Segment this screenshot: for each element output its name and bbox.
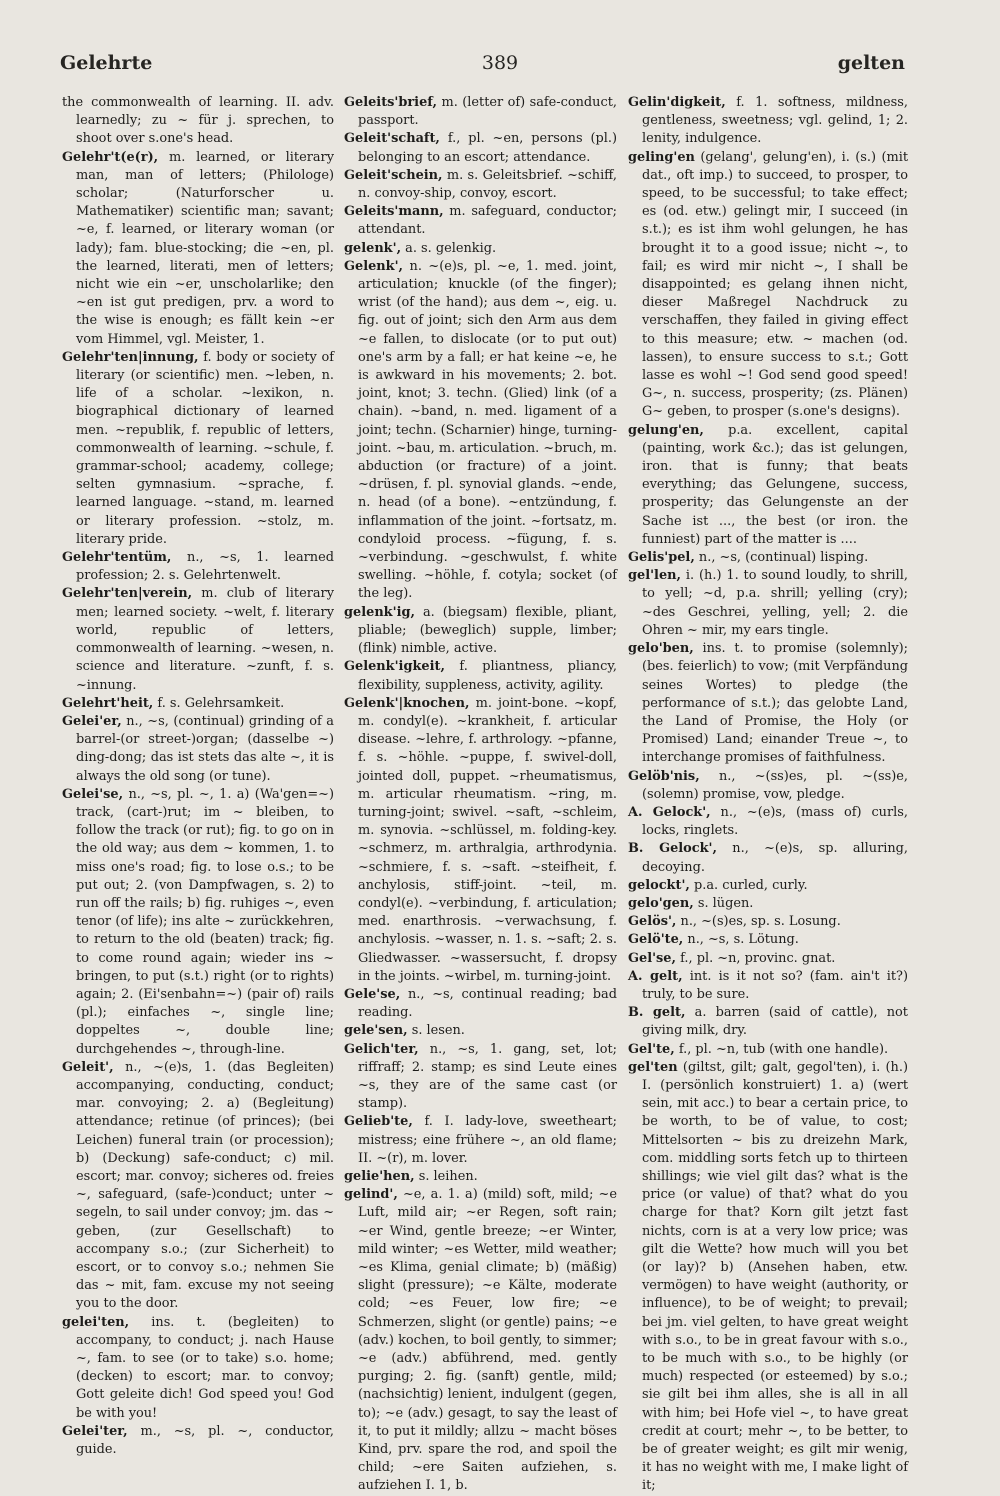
dictionary-entry [344,167,617,203]
running-head-left: Gelehrte [60,52,153,74]
entry-text: n., ~(s)es, sp. s. Losung. [680,914,841,930]
running-head-right: gelten [837,52,905,74]
headword: Gelenk', [344,258,404,274]
dictionary-entry [344,1168,617,1186]
dictionary-entry [62,549,334,585]
entry-text: m., ~s, pl. ~, conductor, guide. [76,1423,334,1458]
entry-text: (giltst, gilt; galt, gegol'ten), i. (h.) I. (persönlich konstruiert) 1. a) (wert sein, mit acc.) to bear a certain price, to be worth, to be of value, to cost; Mittelsorten ~ bis zu dreizehn Mark, com. middling sorts fetch up to thirteen shillings; wie viel gilt das? what is the price (or value) of that? what do you charge for that? Korn gilt jetzt fast nichts, corn is at a very low price; was gilt die Wette? how much will you bet (or lay)? b) (Ansehen haben, etw. vermögen) to have weight (authority, or influence), to be of weight; to prevail; bei jm. viel gelten, to have great weight with s.o., to be in great favour with s.o., to be much with s.o., to be highly (or much) respected (or esteemed) by s.o.; sie gilt bei ihm alles, she is all in all with him; bei Hofe viel ~, to have great credit at court; mehr ~, to be better, to be of greater weight; es gilt mir wenig, it has no weight with me, I make light of it; [642,1059,908,1494]
headword: gelo'ben, [628,641,694,657]
entry-text: f. body or society of literary (or scientific) men. ~leben, n. life of a scholar. ~lexikon, n. biographical dictionary of learned men. ~republik, f. republic of letters, commonwealth of learning. ~schule, f. grammar-school; academy, college; selten gymnasium. ~sprache, f. learned language. ~stand, m. learned or literary profession. ~stolz, m. literary pride. [76,349,334,547]
dictionary-entry [628,877,908,895]
headword: B. Gelock', [628,841,717,857]
headword: Geleit'schaft, [344,131,440,147]
headword: Geleits'brief, [344,95,438,110]
entry-text: ins. t. to promise (solemnly); (bes. feierlich) to vow; (mit Verpfändung seines Wortes) to pledge (the performance of s.t.); das gelobte Land, the Land of Promise, the Holy (or Promised) Land; einander Treue ~, to interchange promises of faithfulness. [642,641,908,766]
entry-text: m. safeguard, conductor; attendant. [358,204,617,238]
dictionary-entry [344,986,617,1022]
entry-text: n., ~(ss)es, pl. ~(ss)e, (solemn) promise, vow, pledge. [642,768,908,802]
dictionary-entry [62,349,334,549]
entry-text: f. pliantness, pliancy, flexibility, suppleness, activity, agility. [358,659,617,693]
headword: Gelehr't(e(r), [62,149,159,165]
headword: A. gelt, [628,968,683,984]
dictionary-entry [344,258,617,604]
headword: gelind', [344,1187,398,1203]
dictionary-entry [344,658,617,694]
entry-text: n., ~s, 1. gang, set, lot; riffraff; 2. stamp; es sind Leute eines ~s, they are of the same cast (or stamp). [358,1041,617,1112]
entry-text: int. is it not so? (fam. ain't it?) truly, to be sure. [642,968,908,1002]
entry-text: m. (letter of) safe-conduct, passport. [358,95,617,129]
entry-text: f. 1. softness, mildness, gentleness, sweetness; vgl. gelind, 1; 2. lenity, indulgence. [642,95,908,147]
headword: Gelei'ter, [62,1423,128,1439]
dictionary-entry [628,1059,908,1496]
entry-text: p.a. curled, curly. [694,877,808,893]
dictionary-entry [344,94,617,130]
entry-text: (gelang', gelung'en), i. (s.) (mit dat., oft imp.) to succeed, to prosper, to speed, to be successful; to take effect; es (od. etw.) gelingt mir, I succeed (in s.t.); es ist ihm wohl gelungen, he has brought it to a good issue; nicht ~, to fail; es wird mir nicht ~, I shall be disappointed; es gelang ihnen nicht, dieser Maßregel Nachdruck zu verschaffen, they failed in giving effect to this measure; etw. ~ machen (od. lassen), to ensure success to s.t.; Gott lasse es wohl ~! God send good speed! G~, n. success, prosperity; (zs. Plänen) G~ geben, to prosper (s.one's designs). [642,149,908,420]
page-number: 389 [481,52,519,74]
headword: gelenk', [344,240,402,256]
dictionary-entry [628,1004,908,1040]
dictionary-entry [628,422,908,549]
dictionary-entry [344,240,617,258]
headword: gelenk'ig, [344,604,415,620]
entry-text: m. s. Geleitsbrief. ~schiff, n. convoy-ship, convoy, escort. [358,167,617,202]
entry-text: ins. t. (begleiten) to accompany, to conduct; j. nach Hause ~, fam. to see (or to take) s.o. home; (decken) to escort; mar. to convoy; Gott geleite dich! God speed you! God be with you! [76,1314,334,1421]
entry-text: n., ~s, (continual) grinding of a barrel-(or street-)organ; (dasselbe ~) ding-dong; das ist stets das alte ~, it is always the old song (or tune). [76,713,334,784]
entry-text: m. joint-bone. ~kopf, m. condyl(e). ~krankheit, f. articular disease. ~lehre, f. arthrology. ~pfanne, f. s. ~höhle. ~puppe, f. swivel-doll, jointed doll, puppet. ~rheumatismus, m. articular rheumatism. ~ring, m. turning-joint; swivel. ~saft, ~schleim, m. synovia. ~schlüssel, m. folding-key. ~schmerz, m. arthralgia, arthrodynia. ~schmiere, f. s. ~saft. ~steifheit, f. anchylosis, stiff-joint. ~teil, m. condyl(e). ~verbindung, f. articulation; med. enarthrosis. ~verwachsung, f. anchylosis. ~wasser, n. 1. s. ~saft; 2. s. Gliedwasser. ~wassersucht, f. dropsy in the joints. ~wirbel, m. turning-joint. [358,695,617,984]
dictionary-entry [344,1186,617,1495]
entry-text: m. learned, or literary man, man of letters; (Philologe) scholar; (Naturforscher u. Mathematiker) scientific man; savant; ~e, f. learned, or literary woman (or lady); fam. blue-stocking; die ~en, pl. the learned, literati, men of letters; nicht wie ein ~er, unscholarlike; den ~en ist gut predigen, prv. a word to the wise is enough; es fällt kein ~er vom Himmel, vgl. Meister, 1. [76,149,334,347]
headword: Geleit', [62,1059,114,1075]
dictionary-entry [62,585,334,694]
headword: geling'en [628,149,695,165]
headword: Gelö'te, [628,932,684,948]
dictionary-entry [628,804,908,840]
headword: Geleits'mann, [344,204,444,220]
headword: Gel'se, [628,950,676,966]
headword: Gelehrt'heit, [62,695,154,711]
entry-text: n., ~s, pl. ~, 1. a) (Wa'gen=~) track, (cart-)rut; im ~ bleiben, to follow the track (or rut); fig. to go on in the old way; aus dem ~ kommen, 1. to miss one's road; fig. to lose o.s.; to be put out; 2. (von Dampfwagen, s. 2) to run off the rails; b) fig. ruhiges ~, even tenor (of life); ins alte ~ zurückkehren, to return to the old (beaten) track; fig. to come round again; wieder ins ~ bringen, to put (s.t.) right (or to rights) again; 2. (Ei'senbahn=~) (pair of) rails (pl.); einfaches ~, single line; doppeltes ~, double line; durchgehendes ~, through-line. [76,786,334,1057]
headword: Gelis'pel, [628,550,695,566]
dictionary-entry [344,130,617,166]
dictionary-entry [62,1314,334,1423]
entry-text: n., ~s, s. Lötung. [687,932,799,948]
dictionary-entry [628,567,908,640]
dictionary-entry [628,1041,908,1059]
headword: Gelei'er, [62,713,122,729]
headword: A. Gelock', [628,804,711,820]
dictionary-entry [62,1423,334,1459]
headword: gelockt', [628,877,690,893]
entry-text: f., pl. ~n, provinc. gnat. [680,950,836,966]
headword: Gelei'se, [62,786,124,802]
dictionary-entry [344,1041,617,1114]
column-middle [344,94,617,1494]
headword: gelei'ten, [62,1314,130,1330]
dictionary-entry [62,149,334,349]
headword: Gelich'ter, [344,1041,419,1057]
dictionary-entry [628,968,908,1004]
dictionary-entry [344,1113,617,1168]
entry-text: f. s. Gelehrsamkeit. [157,695,285,711]
entry-text: s. lügen. [697,895,754,911]
dictionary-entry [628,640,908,767]
entry-text: n., ~s, (continual) lisping. [698,550,869,566]
entry-text: f., pl. ~n, tub (with one handle). [678,1041,889,1057]
headword: Gelieb'te, [344,1114,413,1130]
headword: Gelehr'ten|verein, [62,586,193,602]
dictionary-entry [62,94,334,149]
entry-text: n., ~(e)s, (mass of) curls, locks, ringlets. [642,804,908,839]
entry-text: f., pl. ~en, persons (pl.) belonging to an escort; attendance. [358,131,617,165]
dictionary-entry [62,695,334,713]
dictionary-entry [628,840,908,876]
dictionary-entry [62,713,334,786]
dictionary-entry [344,1022,617,1040]
entry-text: a. (biegsam) flexible, pliant, pliable; (beweglich) supple, limber; (flink) nimble, active. [358,604,617,657]
entry-text: ~e, a. 1. a) (mild) soft, mild; ~e Luft, mild air; ~er Regen, soft rain; ~er Wind, gentle breeze; ~er Winter, mild winter; ~es Wetter, mild weather; ~es Klima, genial climate; b) (mäßig) slight (pressure); ~e Kälte, moderate cold; ~es Feuer, low fire; ~e Schmerzen, slight (or gentle) pains; ~e (adv.) kochen, to boil gently, to simmer; ~e (adv.) abführend, med. gently purging; 2. fig. (sanft) gentle, mild; (nachsichtig) lenient, indulgent (gegen, to); ~e (adv.) gesagt, to say the least of it, to put it mildly; allzu ~ macht böses Kind, prv. spare the rod, and spoil the child; ~ere Saiten aufziehen, s. aufziehen I. 1, b. [358,1187,617,1494]
dictionary-entry [628,149,908,422]
headword: gel'len, [628,568,682,584]
headword: B. gelt, [628,1005,686,1021]
dictionary-entry [628,895,908,913]
entry-text: m. club of literary men; learned society. ~welt, f. literary world, republic of letters, commonwealth of learning. ~wesen, n. science and literature. ~zunft, f. s. ~innung. [76,586,334,693]
headword: gelie'hen, [344,1168,415,1184]
dictionary-entry [628,94,908,149]
headword: Gelenk'igkeit, [344,659,445,675]
column-right [628,94,909,1494]
dictionary-entry [62,786,334,1059]
dictionary-entry [628,768,908,804]
entry-text: p.a. excellent, capital (painting, work &c.); das ist gelungen, iron. that is funny; that beats everything; das Gelungene, success, prosperity; das Gelungenste an der Sache ist ..., the best (or iron. the funniest) part of the matter is .... [642,422,908,547]
dictionary-entry [628,913,908,931]
entry-text: n., ~(e)s, sp. alluring, decoying. [642,841,909,875]
entry-text: n. ~(e)s, pl. ~e, 1. med. joint, articulation; knuckle (of the finger); wrist (of the hand); aus dem ~, eig. u. fig. out of joint; sich den Arm aus dem ~e fallen, to dislocate (or to put out) one's arm by a fall; er hat keine ~e, he is awkward in his movements; 2. bot. joint, knot; 3. techn. (Glied) link (of a chain). ~band, n. med. ligament of a joint; techn. (Scharnier) hinge, turning-joint. ~bau, m. articulation. ~bruch, m. abduction (or fracture) of a joint. ~drüsen, f. pl. synovial glands. ~ende, n. head (of a bone). ~entzündung, f. inflammation of the joint. ~fortsatz, m. condyloid process. ~fügung, f. s. ~verbindung. ~geschwulst, f. white swelling. ~höhle, f. cotyla; socket (of the leg). [358,258,617,602]
headword: Geleit'schein, [344,167,443,183]
headword: gelung'en, [628,422,704,438]
headword: Gelöb'nis, [628,768,700,784]
headword: gelo'gen, [628,895,694,911]
column-left [62,94,334,1458]
dictionary-entry [628,950,908,968]
dictionary-entry [62,1059,334,1314]
headword: Gelenk'|knochen, [344,695,470,711]
dictionary-entry [344,695,617,986]
entry-text: f. I. lady-love, sweetheart; mistress; eine frühere ~, an old flame; II. ~(r), m. lover. [358,1114,617,1166]
entry-text: a. s. gelenkig. [405,240,497,256]
entry-text: n., ~s, continual reading; bad reading. [358,986,617,1021]
headword: gel'ten [628,1059,678,1075]
entry-text: s. leihen. [418,1168,478,1184]
dictionary-entry [628,549,908,567]
headword: Gelin'digkeit, [628,95,726,110]
dictionary-entry [344,203,617,239]
entry-text: the commonwealth of learning. II. adv. learnedly; zu ~ für j. sprechen, to shoot over s.one's head. [62,95,334,147]
entry-text: n., ~s, 1. learned profession; 2. s. Gelehrtenwelt. [76,550,334,584]
headword: Gelehr'tentüm, [62,550,172,566]
entry-text: a. barren (said of cattle), not giving milk, dry. [642,1005,908,1039]
entry-text: i. (h.) 1. to sound loudly, to shrill, to yell; ~d, p.a. shrill; yelling (cry); ~des Geschrei, yelling, yell; 2. die Ohren ~ mir, my ears tingle. [642,568,908,638]
entry-text: n., ~(e)s, 1. (das Begleiten) accompanying, conducting, conduct; mar. convoying; 2. a) (Begleitung) attendance; retinue (of princes); (bei Leichen) funeral train (or procession); b) (Deckung) safe-conduct; c) mil. escort; mar. convoy; sicheres od. freies ~, safeguard, (safe-)conduct; unter ~ segeln, to sail under convoy; jm. das ~ geben, (zur Gesellschaft) to accompany s.o.; (zur Sicherheit) to escort, or to convoy s.o.; nehmen Sie das ~ mit, fam. excuse my not seeing you to the door. [76,1059,334,1312]
entry-text: s. lesen. [411,1023,465,1039]
headword: Gelös', [628,914,677,930]
headword: Gel'te, [628,1041,675,1057]
headword: Gele'se, [344,986,401,1002]
headword: gele'sen, [344,1023,408,1039]
dictionary-entry [628,931,908,949]
headword: Gelehr'ten|innung, [62,349,199,365]
dictionary-entry [344,604,617,659]
